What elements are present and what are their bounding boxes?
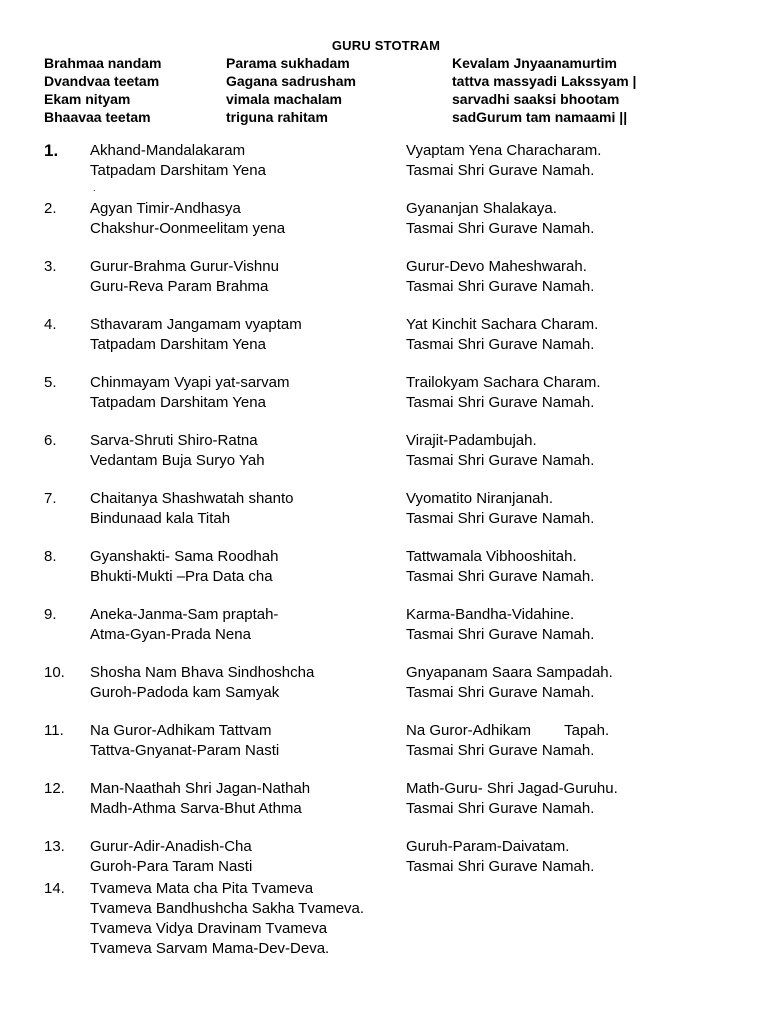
verse-refrain: Tasmai Shri Gurave Namah.: [406, 394, 595, 411]
intro-text: Ekam nityam: [44, 91, 131, 107]
verse-number: 9.: [44, 606, 57, 623]
verse-line: Vyaptam Yena Characharam.: [406, 142, 602, 159]
intro-text: triguna rahitam: [226, 109, 328, 125]
verse: [44, 431, 744, 489]
verse: [44, 547, 744, 605]
verse-refrain: Tasmai Shri Gurave Namah.: [406, 742, 595, 759]
verse-list: [44, 141, 744, 895]
verse: [44, 721, 744, 779]
verse: [44, 257, 744, 315]
verse-line: Tatpadam Darshitam Yena: [90, 336, 266, 353]
verse-line: Vedantam Buja Suryo Yah: [90, 452, 265, 469]
verse-refrain: Tasmai Shri Gurave Namah.: [406, 220, 595, 237]
verse: [44, 779, 744, 837]
verse-line: Tvameva Sarvam Mama-Dev-Deva.: [90, 940, 330, 957]
intro-text: sadGurum tam namaami ||: [452, 109, 628, 125]
verse-line: Na Guror-Adhikam Tattvam: [90, 722, 272, 739]
verse-refrain: Tasmai Shri Gurave Namah.: [406, 568, 595, 585]
intro-text: Brahmaa nandam: [44, 55, 162, 71]
verse-line: Madh-Athma Sarva-Bhut Athma: [90, 800, 302, 817]
verse-line: Tatpadam Darshitam Yena: [90, 394, 266, 411]
verse-line: Na Guror-Adhikam Tapah.: [406, 722, 610, 739]
verse-line: Guruh-Param-Daivatam.: [406, 838, 570, 855]
intro-row: [44, 73, 744, 91]
verse-line: Tatpadam Darshitam Yena: [90, 162, 266, 179]
verse-number: 5.: [44, 374, 57, 391]
verse-number: 11.: [44, 722, 64, 739]
verse: [44, 489, 744, 547]
verse-refrain: Tasmai Shri Gurave Namah.: [406, 626, 595, 643]
verse-number: 8.: [44, 548, 57, 565]
verse-line: Guroh-Para Taram Nasti: [90, 858, 253, 875]
verse-line: Gnyapanam Saara Sampadah.: [406, 664, 613, 681]
verse: [44, 141, 744, 199]
verse-number: 4.: [44, 316, 57, 333]
verse-refrain: Tasmai Shri Gurave Namah.: [406, 336, 595, 353]
verse-refrain: Tasmai Shri Gurave Namah.: [406, 858, 595, 875]
intro-text: Bhaavaa teetam: [44, 109, 151, 125]
verse-line: Chaitanya Shashwatah shanto: [90, 490, 294, 507]
intro-text: sarvadhi saaksi bhootam: [452, 91, 620, 107]
verse-refrain: Tasmai Shri Gurave Namah.: [406, 684, 595, 701]
intro-text: Dvandvaa teetam: [44, 73, 160, 89]
intro-text: tattva massyadi Lakssyam |: [452, 73, 637, 89]
stray-dot: .: [93, 183, 96, 193]
verse-line: Aneka-Janma-Sam praptah-: [90, 606, 279, 623]
verse-number: 3.: [44, 258, 57, 275]
verse-line: Tattwamala Vibhooshitah.: [406, 548, 577, 565]
verse-line: Sthavaram Jangamam vyaptam: [90, 316, 302, 333]
verse-number: 14.: [44, 880, 65, 897]
verse-number: 1.: [44, 141, 59, 160]
verse-refrain: Tasmai Shri Gurave Namah.: [406, 162, 595, 179]
verse-line: Math-Guru- Shri Jagad-Guruhu.: [406, 780, 618, 797]
verse-line: Guroh-Padoda kam Samyak: [90, 684, 280, 701]
verse-line: Yat Kinchit Sachara Charam.: [406, 316, 599, 333]
verse-refrain: Tasmai Shri Gurave Namah.: [406, 800, 595, 817]
intro-row: [44, 109, 744, 127]
intro-verse: [44, 55, 744, 127]
verse-refrain: Tasmai Shri Gurave Namah.: [406, 278, 595, 295]
verse-line: Trailokyam Sachara Charam.: [406, 374, 601, 391]
verse-line: Tvameva Vidya Dravinam Tvameva: [90, 920, 328, 937]
verse-line: Bhukti-Mukti –Pra Data cha: [90, 568, 273, 585]
verse-line: Karma-Bandha-Vidahine.: [406, 606, 575, 623]
verse: [44, 605, 744, 663]
verse-refrain: Tasmai Shri Gurave Namah.: [406, 452, 595, 469]
verse-line: Chakshur-Oonmeelitam yena: [90, 220, 286, 237]
verse-number: 13.: [44, 838, 65, 855]
verse-refrain: Tasmai Shri Gurave Namah.: [406, 510, 595, 527]
verse: [44, 315, 744, 373]
verse-number: 6.: [44, 432, 57, 449]
intro-text: vimala machalam: [226, 91, 342, 107]
verse-line: Vyomatito Niranjanah.: [406, 490, 554, 507]
verse-line: Tvameva Mata cha Pita Tvameva: [90, 880, 314, 897]
verse-14-lines: [90, 879, 364, 959]
verse-line: Akhand-Mandalakaram: [90, 142, 246, 159]
verse-line: Guru-Reva Param Brahma: [90, 278, 269, 295]
verse-line: Tvameva Bandhushcha Sakha Tvameva.: [90, 900, 365, 917]
intro-text: Gagana sadrusham: [226, 73, 356, 89]
verse-line: Atma-Gyan-Prada Nena: [90, 626, 251, 643]
verse-line: Gurur-Devo Maheshwarah.: [406, 258, 587, 275]
verse-line: Tattva-Gnyanat-Param Nasti: [90, 742, 280, 759]
verse-line: Virajit-Padambujah.: [406, 432, 537, 449]
verse-line: Agyan Timir-Andhasya: [90, 200, 241, 217]
verse-line: Gyanshakti- Sama Roodhah: [90, 548, 279, 565]
verse-line: Gurur-Brahma Gurur-Vishnu: [90, 258, 279, 275]
intro-row: [44, 91, 744, 109]
page-title: GURU STOTRAM: [331, 38, 441, 53]
verse-number: 12.: [44, 780, 65, 797]
verse-number: 7.: [44, 490, 57, 507]
intro-row: [44, 55, 744, 73]
verse: [44, 199, 744, 257]
verse-line: Shosha Nam Bhava Sindhoshcha: [90, 664, 315, 681]
verse-line: Gyananjan Shalakaya.: [406, 200, 557, 217]
verse: [44, 373, 744, 431]
intro-text: Kevalam Jnyaanamurtim: [452, 55, 617, 71]
verse-number: 10.: [44, 664, 65, 681]
verse-line: Man-Naathah Shri Jagan-Nathah: [90, 780, 311, 797]
verse-number: 2.: [44, 200, 57, 217]
verse-line: Gurur-Adir-Anadish-Cha: [90, 838, 252, 855]
verse-line: Chinmayam Vyapi yat-sarvam: [90, 374, 290, 391]
verse-line: Sarva-Shruti Shiro-Ratna: [90, 432, 258, 449]
intro-text: Parama sukhadam: [226, 55, 350, 71]
verse: [44, 663, 744, 721]
verse-line: Bindunaad kala Titah: [90, 510, 231, 527]
